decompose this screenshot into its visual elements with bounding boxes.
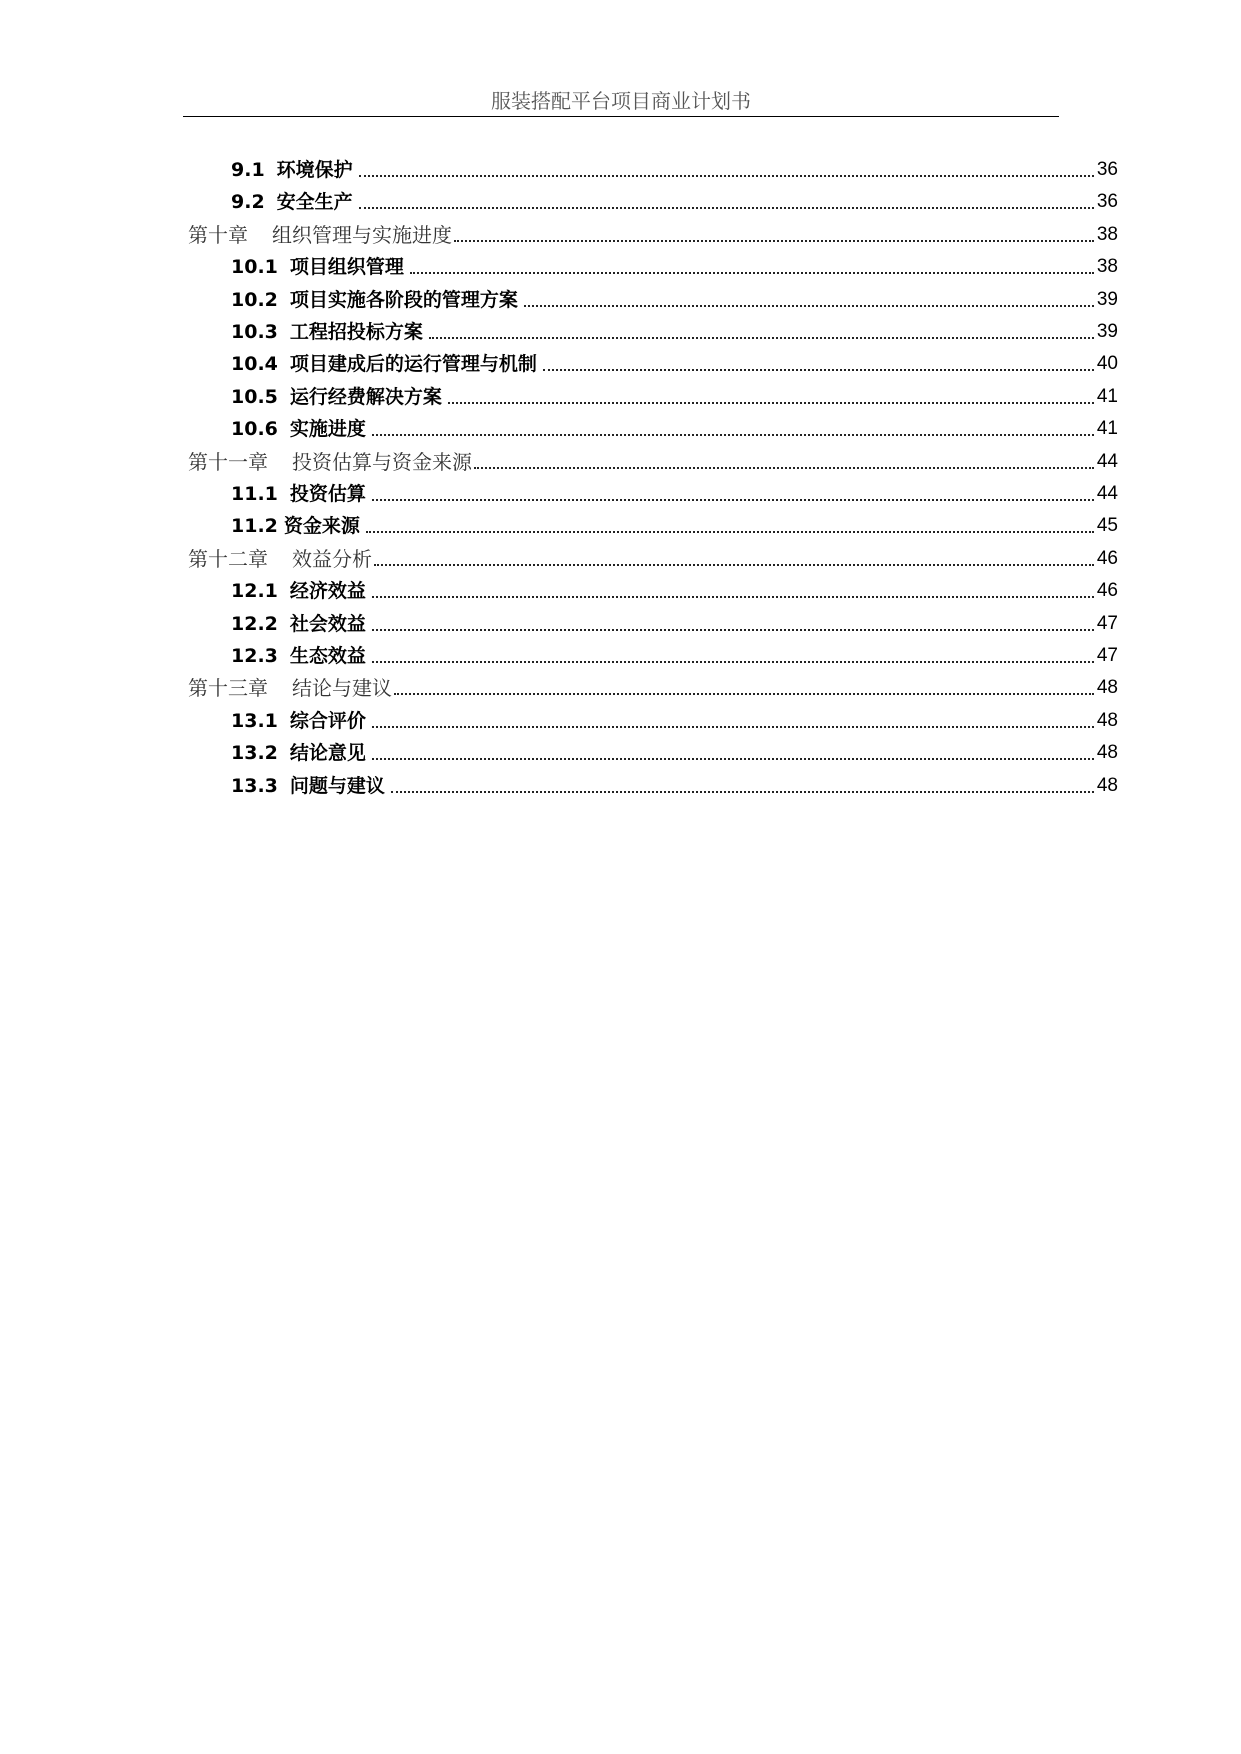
toc-entry-title: 实施进度 [289,418,366,441]
toc-section-entry[interactable] [231,249,1118,281]
toc-dot-leader [372,758,1094,760]
toc-entry-page-number: 36 [1096,159,1118,180]
toc-entry-number: 13.2 [231,742,278,765]
toc-entry-page-number: 48 [1096,677,1118,699]
toc-entry-page-number: 44 [1096,450,1118,472]
toc-entry-title: 安全生产 [276,191,353,214]
toc-entry-number: 13.1 [231,709,278,732]
page-header-title: 服装搭配平台项目商业计划书 [491,89,751,113]
toc-entry-title: 结论意见 [289,742,366,765]
toc-dot-leader [454,240,1094,242]
toc-section-entry[interactable] [231,638,1118,670]
toc-entry-page-number: 46 [1096,547,1118,569]
toc-entry-number: 10.6 [231,418,278,441]
toc-entry-number: 10.1 [231,256,278,279]
toc-entry-page-number: 41 [1096,385,1118,407]
toc-entry-title: 项目组织管理 [289,256,404,279]
toc-chapter-entry[interactable] [188,670,1118,702]
toc-entry-title: 综合评价 [289,709,366,732]
toc-section-entry[interactable] [231,346,1118,378]
toc-dot-leader [372,629,1094,631]
toc-section-entry[interactable] [231,314,1118,346]
toc-section-entry[interactable] [231,703,1118,735]
toc-section-entry[interactable] [231,476,1118,508]
toc-section-entry[interactable] [231,735,1118,767]
toc-entry-page-number: 44 [1096,483,1118,504]
toc-dot-leader [366,531,1094,533]
toc-section-entry[interactable] [231,573,1118,605]
toc-entry-page-number: 38 [1096,256,1118,278]
toc-dot-leader [374,564,1094,566]
toc-section-entry[interactable] [231,152,1118,184]
toc-section-entry[interactable] [231,282,1118,314]
toc-entry-number: 12.2 [231,612,278,635]
toc-entry-page-number: 36 [1096,191,1118,213]
toc-entry-number: 10.2 [231,288,278,311]
toc-entry-number: 9.1 [231,159,265,181]
toc-entry-number: 11.2 [231,515,278,538]
toc-section-entry[interactable] [231,508,1118,540]
toc-dot-leader [359,175,1094,177]
toc-entry-title: 投资估算与资金来源 [292,449,472,474]
toc-entry-title: 投资估算 [289,483,366,505]
toc-entry-number: 11.1 [231,483,278,505]
toc-entry-title: 结论与建议 [292,676,392,701]
toc-entry-title: 工程招投标方案 [289,321,423,343]
toc-chapter-entry[interactable] [188,444,1118,476]
toc-entry-title: 生态效益 [289,645,366,667]
toc-dot-leader [359,207,1094,209]
toc-entry-number: 第十二章 [188,546,268,571]
toc-chapter-entry[interactable] [188,217,1118,249]
toc-dot-leader [429,337,1094,339]
toc-dot-leader [543,369,1094,371]
toc-entry-number: 10.4 [231,353,278,376]
toc-dot-leader [391,791,1094,793]
toc-dot-leader [372,434,1094,436]
toc-dot-leader [448,402,1094,404]
toc-section-entry[interactable] [231,379,1118,411]
toc-entry-title: 环境保护 [276,159,353,181]
toc-entry-page-number: 38 [1096,223,1118,245]
toc-entry-number: 12.3 [231,645,278,667]
toc-entry-title: 社会效益 [289,612,366,635]
toc-section-entry[interactable] [231,768,1118,800]
toc-dot-leader [372,596,1094,598]
toc-entry-page-number: 48 [1096,774,1118,796]
toc-entry-number: 10.5 [231,385,278,408]
toc-entry-page-number: 48 [1096,742,1118,764]
toc-dot-leader [394,693,1094,695]
toc-section-entry[interactable] [231,184,1118,216]
toc-section-entry[interactable] [231,411,1118,443]
toc-entry-page-number: 46 [1096,580,1118,602]
toc-entry-page-number: 47 [1096,645,1118,666]
toc-entry-title: 效益分析 [292,546,372,571]
header-rule [183,116,1059,117]
toc-entry-number: 13.3 [231,774,278,797]
toc-entry-title: 项目建成后的运行管理与机制 [289,353,537,376]
toc-chapter-entry[interactable] [188,541,1118,573]
toc-section-entry[interactable] [231,606,1118,638]
toc-entry-page-number: 39 [1096,321,1118,342]
toc-entry-title: 组织管理与实施进度 [272,222,452,247]
toc-dot-leader [372,726,1094,728]
toc-entry-title: 资金来源 [283,515,360,538]
toc-entry-page-number: 47 [1096,612,1118,634]
toc-entry-number: 9.2 [231,191,265,214]
toc-entry-title: 项目实施各阶段的管理方案 [289,288,518,311]
toc-entry-page-number: 41 [1096,418,1118,440]
toc-entry-number: 10.3 [231,321,278,343]
toc-entry-title: 经济效益 [289,580,366,603]
toc-dot-leader [524,305,1094,307]
toc-entry-page-number: 45 [1096,515,1118,537]
toc-entry-number: 第十三章 [188,676,268,701]
toc-dot-leader [410,272,1094,274]
toc-entry-number: 第十章 [188,222,248,247]
toc-dot-leader [372,661,1094,663]
toc-entry-title: 问题与建议 [289,774,385,797]
toc-entry-page-number: 40 [1096,353,1118,375]
toc-entry-page-number: 48 [1096,709,1118,731]
toc-entry-number: 12.1 [231,580,278,603]
toc-entry-page-number: 39 [1096,288,1118,310]
toc-dot-leader [474,467,1094,469]
toc-dot-leader [372,499,1094,501]
toc-entry-number: 第十一章 [188,449,268,474]
toc-entry-title: 运行经费解决方案 [289,385,442,408]
